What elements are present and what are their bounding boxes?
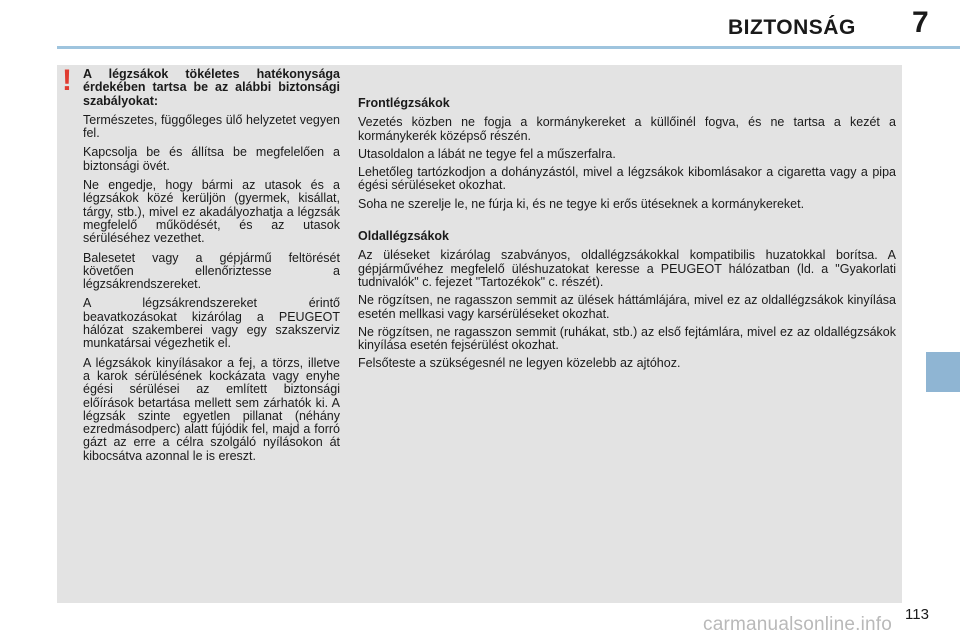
- warning-paragraph: A légzsákok kinyílásakor a fej, a törzs, illetve a karok sérülésének kockázata vagy enyhe égési sérülései az említett biztonsági előírások betartása mellett sem zárhatók ki. A légzsák szinte egyetlen pillanat (néhány ezredmásodperc) alatt fújódik fel, majd a forró gázt az erre a célra szolgáló nyílásokon át kibocsátva azonnal le is ereszt.: [83, 355, 340, 463]
- front-paragraph: Utasoldalon a lábát ne tegye fel a műszerfalra.: [358, 146, 616, 161]
- side-airbag-heading: Oldallégzsákok: [358, 229, 450, 244]
- side-paragraph: Felsőteste a szükségesnél ne legyen közelebb az ajtóhoz.: [358, 356, 681, 371]
- warning-lead: A légzsákok tökéletes hatékonysága érdekében tartsa be az alábbi biztonsági szabályokat:: [83, 67, 340, 108]
- front-paragraph: Lehetőleg tartózkodjon a dohányzástól, mivel a légzsákok kibomlásakor a cigaretta vagy a pipa égési sérüléseket okozhat.: [358, 165, 896, 193]
- section-gap: [358, 216, 896, 230]
- page-number: 113: [905, 606, 929, 623]
- warning-paragraph: A légzsákrendszereket érintő beavatkozásokat kizárólag a PEUGEOT hálózat szakemberei vagy egy szakszerviz munkatársai végezhetik el.: [83, 296, 340, 351]
- front-paragraph: Soha ne szerelje le, ne fúrja ki, és ne tegye ki erős ütéseknek a kormánykereket.: [358, 196, 805, 211]
- side-paragraph: Ne rögzítsen, ne ragasszon semmit (ruhákat, stb.) az első fejtámlára, mivel ez az oldallégzsákok kinyílása esetén fejsérülést okozhat.: [358, 324, 896, 353]
- chapter-side-tab: [926, 352, 960, 392]
- warning-paragraph: Természetes, függőleges ülő helyzetet vegyen fel.: [83, 112, 340, 141]
- watermark: carmanualsonline.info: [703, 614, 893, 635]
- chapter-number: 7: [912, 6, 929, 39]
- warning-exclamation-icon: !: [62, 64, 72, 97]
- warning-paragraph: Kapcsolja be és állítsa be megfelelően a biztonsági övét.: [83, 145, 340, 173]
- warning-paragraph: Ne engedje, hogy bármi az utasok és a légzsákok közé kerüljön (gyermek, kisállat, tárgy, stb.), mivel ez akadályozhatja a légzsák megfelelő működését, és az utasok sérüléséhez vezethet.: [83, 178, 340, 246]
- front-paragraph: Vezetés közben ne fogja a kormánykereket a küllőinél fogva, és ne tartsa a kezét a kormánykerék középső részén.: [358, 115, 896, 143]
- section-title: BIZTONSÁG: [728, 16, 856, 39]
- airbag-column: [358, 97, 896, 376]
- warning-paragraph: Balesetet vagy a gépjármű feltörését követően ellenőriztesse a légzsákrendszereket.: [83, 250, 340, 292]
- warning-column: [83, 68, 340, 469]
- side-paragraph: Az üléseket kizárólag szabványos, oldallégzsákokkal kompatibilis huzatokkal borítsa. A gépjárművéhez megfelelő üléshuzatokat keresse a PEUGEOT hálózatban (ld. a "Gyakorlati tudnivalók" c. fejezet "Tartozékok" c. részét).: [358, 248, 896, 289]
- front-airbag-heading: Frontlégzsákok: [358, 96, 450, 110]
- side-paragraph: Ne rögzítsen, ne ragasszon semmit az ülések háttámlájára, mivel ez az oldallégzsákok kinyílása esetén mellkasi vagy karsérüléseket okozhat.: [358, 293, 896, 321]
- header-rule: [57, 46, 960, 49]
